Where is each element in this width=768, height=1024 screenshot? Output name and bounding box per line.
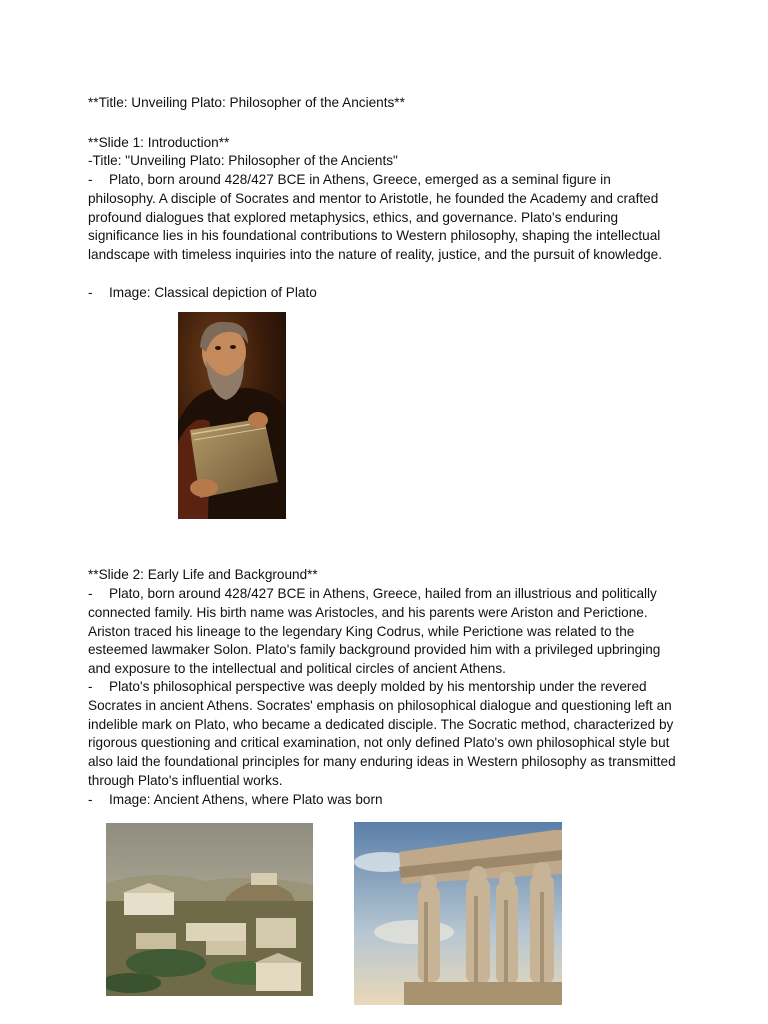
bullet-dash: - bbox=[88, 172, 93, 187]
caryatids-image bbox=[354, 822, 562, 1005]
slide1-bullet-2 bbox=[88, 284, 680, 303]
slide1-heading: **Slide 1: Introduction** bbox=[88, 135, 230, 150]
slide2-bullet-3-text: Image: Ancient Athens, where Plato was born bbox=[109, 792, 383, 807]
slide1-bullet-1 bbox=[88, 171, 680, 265]
bullet-dash: - bbox=[88, 792, 93, 807]
document-title: **Title: Unveiling Plato: Philosopher of the Ancients** bbox=[88, 95, 405, 110]
slide2-bullet-3 bbox=[88, 791, 680, 810]
plato-portrait-image bbox=[178, 312, 286, 519]
slide2-heading: **Slide 2: Early Life and Background** bbox=[88, 567, 318, 582]
slide2-bullet-1-text: Plato, born around 428/427 BCE in Athens, Greece, hailed from an illustrious and politically connected family. His birth name was Aristocles, and his parents were Ariston and Perictione. Ariston traced his lineage to the legendary King Codrus, while Perictione was related to the esteemed lawmaker Solon. Plato's family background provided him with a privileged upbringing and exposure to the intellectual and political circles of ancient Athens. bbox=[88, 586, 661, 677]
slide2-bullet-2-text: Plato's philosophical perspective was deeply molded by his mentorship under the revered Socrates in ancient Athens. Socrates' emphasis on philosophical dialogue and questioning left an indelible mark on Plato, who became a dedicated disciple. The Socratic method, characterized by rigorous questioning and critical examination, not only defined Plato's own philosophical style but also laid the foundational principles for many enduring ideas in Western philosophy as transmitted through Plato's influential works. bbox=[88, 679, 676, 788]
slide2-bullet-1 bbox=[88, 585, 680, 679]
slide1-subtitle: -Title: "Unveiling Plato: Philosopher of the Ancients" bbox=[88, 153, 398, 168]
slide2-bullet-2 bbox=[88, 678, 680, 791]
slide1-bullet-1-text: Plato, born around 428/427 BCE in Athens, Greece, emerged as a seminal figure in philosophy. A disciple of Socrates and mentor to Aristotle, he founded the Academy and crafted profound dialogues that explored metaphysics, ethics, and governance. Plato's enduring significance lies in his foundational contributions to Western philosophy, shaping the intellectual landscape with timeless inquiries into the nature of reality, justice, and the pursuit of knowledge. bbox=[88, 172, 663, 263]
bullet-dash: - bbox=[88, 586, 93, 601]
ancient-athens-image bbox=[106, 823, 313, 996]
slide1-bullet-2-text: Image: Classical depiction of Plato bbox=[109, 285, 317, 300]
bullet-dash: - bbox=[88, 679, 93, 694]
bullet-dash: - bbox=[88, 285, 93, 300]
